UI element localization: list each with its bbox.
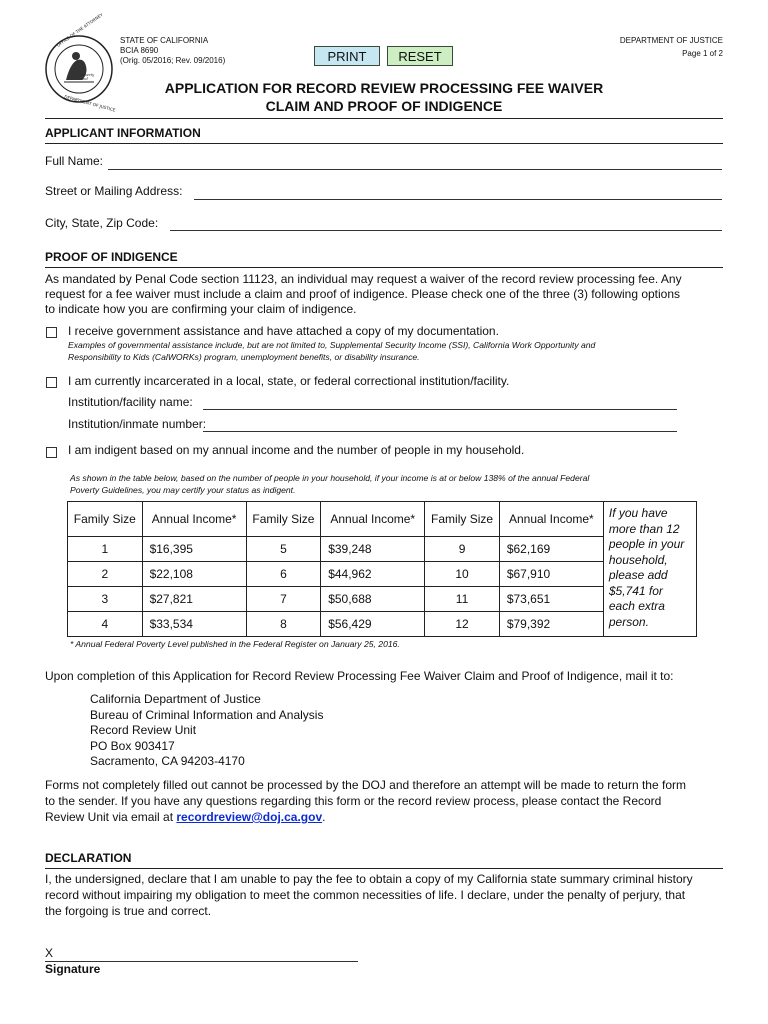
reset-button[interactable]: RESET [387,46,453,66]
mailing-address [90,692,323,770]
address-line: Sacramento, CA 94203-4170 [90,754,245,768]
header-family-size-1: Family Size [68,502,143,537]
full-name-label: Full Name: [45,154,104,168]
title-divider [45,118,723,119]
note-line3 [45,809,735,825]
table-header-row [68,502,697,537]
table-cell: 9 [425,537,500,562]
address-line: Record Review Unit [90,723,197,737]
form-title-line1: APPLICATION FOR RECORD REVIEW PROCESSING FEE WAIVER [164,80,604,96]
incarcerated-checkbox[interactable] [46,377,57,388]
table-cell: 12 [425,612,500,637]
table-cell: 7 [246,587,321,612]
option-indigent-income-label: I am indigent based on my annual income and the number of people in my household. [68,443,525,457]
table-cell: $27,821 [142,587,246,612]
address-line: Bureau of Criminal Information and Analysis [90,707,324,722]
form-revision: (Orig. 05/2016; Rev. 09/2016) [120,56,226,65]
svg-text:Liberty: Liberty [81,73,95,77]
table-cell: $56,429 [321,612,425,637]
incomplete-forms-note [45,777,735,825]
note-line2: to the sender. If you have any questions regarding this form or the record review process, please contact the Record [45,794,662,808]
note-line3-suffix: . [322,810,326,824]
table-cell: $62,169 [499,537,603,562]
inmate-number-input[interactable] [203,431,677,432]
table-cell: $44,962 [321,562,425,587]
table-note-line1: As shown in the table below, based on the number of people in your household, if your income is at or below 138% of the annual Federal [70,473,590,483]
table-cell: 5 [246,537,321,562]
table-cell: $79,392 [499,612,603,637]
proof-intro-line1: As mandated by Penal Code section 11123, an individual may request a waiver of the record review processing fee. Any [45,272,682,286]
government-assistance-note [68,339,595,363]
mailing-instructions: Upon completion of this Application for Record Review Processing Fee Waiver Claim and Proof of Indigence, mail it to: [45,669,674,683]
table-note-line2: Poverty Guidelines, you may certify your status as indigent. [70,485,296,495]
declaration-line2: record without impairing my obligation to meet the common necessities of life. I declare, under the penalty of perjury, that [45,888,686,902]
svg-text:DEPARTMENT OF JUSTICE: DEPARTMENT OF JUSTICE [63,94,117,113]
note-line3-prefix: Review Unit via email at [45,810,174,824]
table-footnote: * Annual Federal Poverty Level published in the Federal Register on January 25, 2016. [70,639,400,649]
city-state-zip-label: City, State, Zip Code: [45,216,159,230]
note-line1: Forms not completely filled out cannot be processed by the DOJ and therefore an attempt will be made to return the form [45,778,686,792]
signature-label: Signature [45,962,101,976]
table-cell: 8 [246,612,321,637]
header-annual-income-1: Annual Income* [142,502,246,537]
svg-text:OFFICE OF THE ATTORNEY: OFFICE OF THE ATTORNEY [55,12,104,48]
table-row [68,587,697,612]
table-cell: $16,395 [142,537,246,562]
declaration-line3: the forgoing is true and correct. [45,904,212,918]
address-label: Street or Mailing Address: [45,184,183,198]
header-annual-income-2: Annual Income* [321,502,425,537]
signature-x-mark: X [45,946,54,960]
form-id: BCIA 8690 [120,46,159,55]
table-cell: $39,248 [321,537,425,562]
form-title-line2: CLAIM AND PROOF OF INDIGENCE [265,98,503,114]
email-link[interactable]: recordreview@doj.ca.gov [176,810,323,824]
address-input[interactable] [194,199,722,200]
assistance-note-line2: Responsibility to Kids (CalWORKs) program, unemployment benefits, or disability insurance. [68,352,420,362]
full-name-input[interactable] [108,169,722,170]
table-cell: $22,108 [142,562,246,587]
extra-person-note: If you have more than 12 people in your household, please add $5,741 for each extra person. [603,502,696,637]
table-cell: 6 [246,562,321,587]
table-cell: $73,651 [499,587,603,612]
proof-intro [45,272,735,317]
table-cell: 4 [68,612,143,637]
applicant-info-heading: APPLICANT INFORMATION [45,126,201,140]
table-cell: 10 [425,562,500,587]
applicant-heading-rule [45,143,723,144]
svg-text:and: and [81,77,88,81]
table-row [68,562,697,587]
table-cell: 11 [425,587,500,612]
header-family-size-2: Family Size [246,502,321,537]
assistance-note-line1: Examples of governmental assistance include, but are not limited to, Supplemental Security Income (SSI), California Work Opportunity and [68,340,596,350]
table-cell: $33,534 [142,612,246,637]
declaration-heading: DECLARATION [45,851,132,865]
declaration-line1: I, the undersigned, declare that I am unable to pay the fee to obtain a copy of my California state summary criminal history [45,872,693,886]
table-cell: $67,910 [499,562,603,587]
table-cell: 2 [68,562,143,587]
address-line: PO Box 903417 [90,738,175,753]
facility-name-label: Institution/facility name: [68,395,193,409]
facility-name-input[interactable] [203,409,677,410]
declaration-text [45,871,735,919]
government-assistance-checkbox[interactable] [46,327,57,338]
proof-intro-line3: to indicate how you are confirming your claim of indigence. [45,302,357,316]
proof-heading: PROOF OF INDIGENCE [45,250,178,264]
department-label: DEPARTMENT OF JUSTICE [619,36,723,45]
city-state-zip-input[interactable] [170,230,722,231]
table-row [68,612,697,637]
declaration-heading-rule [45,868,723,869]
table-cell: 3 [68,587,143,612]
print-button[interactable]: PRINT [314,46,380,66]
state-label: STATE OF CALIFORNIA [120,36,209,45]
table-cell: $50,688 [321,587,425,612]
page-indicator: Page 1 of 2 [682,49,723,58]
poverty-guidelines-table [67,501,697,637]
income-table-note [70,472,589,496]
address-line: California Department of Justice [90,692,261,706]
indigent-income-checkbox[interactable] [46,447,57,458]
inmate-number-label: Institution/inmate number: [68,417,207,431]
proof-intro-line2: request for a fee waiver must include a claim and proof of indigence. Please check one of the three (3) following options [45,287,681,301]
option-incarcerated-label: I am currently incarcerated in a local, state, or federal correctional institution/facility. [68,374,510,388]
table-cell: 1 [68,537,143,562]
proof-heading-rule [45,267,723,268]
header-annual-income-3: Annual Income* [499,502,603,537]
option-government-assistance-label: I receive government assistance and have attached a copy of my documentation. [68,324,499,338]
header-family-size-3: Family Size [425,502,500,537]
table-row [68,537,697,562]
